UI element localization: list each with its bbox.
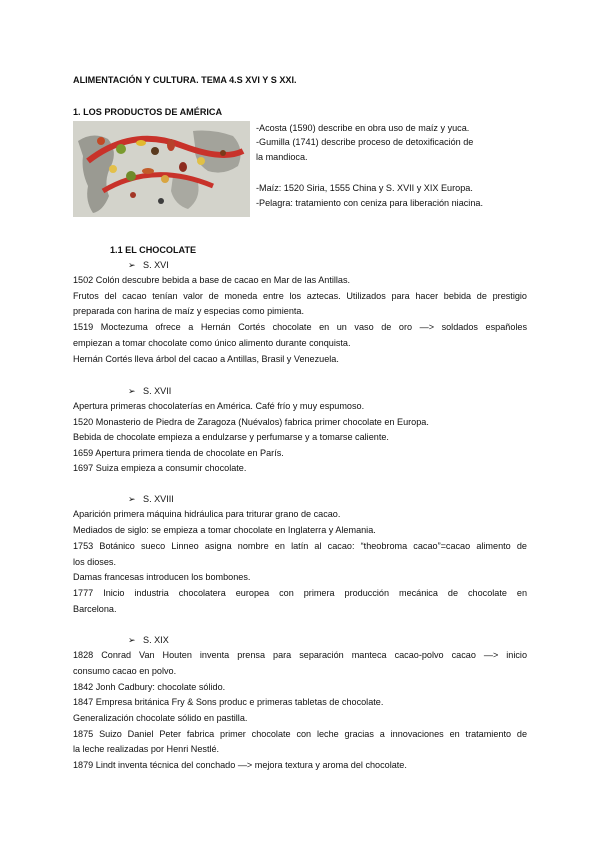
intro-line-4: -Maíz: 1520 Siria, 1555 China y S. XVII y XIX Europa.	[256, 183, 473, 193]
s18-line-5: Damas francesas introducen los bombones.	[73, 572, 251, 582]
s18-line-6: 1777 Inicio industria chocolatera europea con primera producción mecánica de chocolate en	[73, 588, 527, 598]
s17-line-1: Apertura primeras chocolaterías en América. Café frío y muy espumoso.	[73, 401, 365, 411]
s19-line-5: Generalización chocolate sólido en pastilla.	[73, 713, 248, 723]
century-heading-s16	[128, 259, 169, 271]
s19-line-8: 1879 Lindt inventa técnica del conchado —> mejora textura y aroma del chocolate.	[73, 760, 407, 770]
document-title: ALIMENTACIÓN Y CULTURA. TEMA 4.S XVI Y S XXI.	[73, 75, 297, 85]
s19-line-6: 1875 Suizo Daniel Peter fabrica primer chocolate con leche gracias a innovaciones en tratamiento de	[73, 729, 527, 739]
s16-line-1: 1502 Colón descubre bebida a base de cacao en Mar de las Antillas.	[73, 275, 351, 285]
subsection-title: 1.1 EL CHOCOLATE	[110, 245, 197, 255]
intro-line-5: -Pelagra: tratamiento con ceniza para liberación niacina.	[256, 198, 483, 208]
s16-line-6: Hernán Cortés lleva árbol del cacao a Antillas, Brasil y Venezuela.	[73, 354, 339, 364]
century-label: S. XVI	[143, 260, 169, 270]
s16-line-5: empiezan a tomar chocolate como único alimento durante conquista.	[73, 338, 351, 348]
s18-line-3: 1753 Botánico sueco Linneo asigna nombre en latín al cacao: “theobroma cacao”=cacao alimento de	[73, 541, 527, 551]
s17-line-2: 1520 Monasterio de Piedra de Zaragoza (Nuévalos) fabrica primer chocolate en Europa.	[73, 417, 429, 427]
s17-line-3: Bebida de chocolate empieza a endulzarse y perfumarse y a tomarse caliente.	[73, 432, 389, 442]
s18-line-4: los dioses.	[73, 557, 116, 567]
arrow-bullet-icon: ➢	[128, 635, 136, 645]
americas-products-map-image	[73, 121, 250, 217]
arrow-bullet-icon: ➢	[128, 386, 136, 396]
century-heading-s18	[128, 493, 174, 505]
s19-line-4: 1847 Empresa británica Fry & Sons produc e primeras tabletas de chocolate.	[73, 697, 384, 707]
arrow-bullet-icon: ➢	[128, 494, 136, 504]
arrow-bullet-icon: ➢	[128, 260, 136, 270]
intro-line-1: -Acosta (1590) describe en obra uso de maíz y yuca.	[256, 123, 470, 133]
s18-line-2: Mediados de siglo: se empieza a tomar chocolate en Inglaterra y Alemania.	[73, 525, 376, 535]
s19-line-1: 1828 Conrad Van Houten inventa prensa para separación manteca cacao-polvo cacao —> inicio	[73, 650, 527, 660]
s19-line-7: la leche realizadas por Henri Nestlé.	[73, 744, 220, 754]
section-title: 1. LOS PRODUCTOS DE AMÉRICA	[73, 107, 223, 117]
s19-line-3: 1842 Jonh Cadbury: chocolate sólido.	[73, 682, 226, 692]
century-heading-s19	[128, 634, 169, 646]
intro-line-2: -Gumilla (1741) describe proceso de detoxificación de	[256, 137, 474, 147]
intro-line-3: la mandioca.	[256, 152, 308, 162]
s17-line-4: 1659 Apertura primera tienda de chocolate en París.	[73, 448, 284, 458]
s16-line-2: Frutos del cacao tenían valor de moneda entre los aztecas. Utilizados para hacer bebida de prestigio	[73, 291, 527, 301]
century-label: S. XVII	[143, 386, 172, 396]
s16-line-4: 1519 Moctezuma ofrece a Hernán Cortés chocolate en un vaso de oro —> soldados españoles	[73, 322, 527, 332]
century-label: S. XVIII	[143, 494, 174, 504]
century-heading-s17	[128, 385, 171, 397]
century-label: S. XIX	[143, 635, 169, 645]
s18-line-7: Barcelona.	[73, 604, 117, 614]
s19-line-2: consumo cacao en polvo.	[73, 666, 177, 676]
s16-line-3: preparada con harina de maíz y especias como pimienta.	[73, 306, 305, 316]
s18-line-1: Aparición primera máquina hidráulica para triturar grano de cacao.	[73, 509, 341, 519]
s17-line-5: 1697 Suiza empieza a consumir chocolate.	[73, 463, 247, 473]
